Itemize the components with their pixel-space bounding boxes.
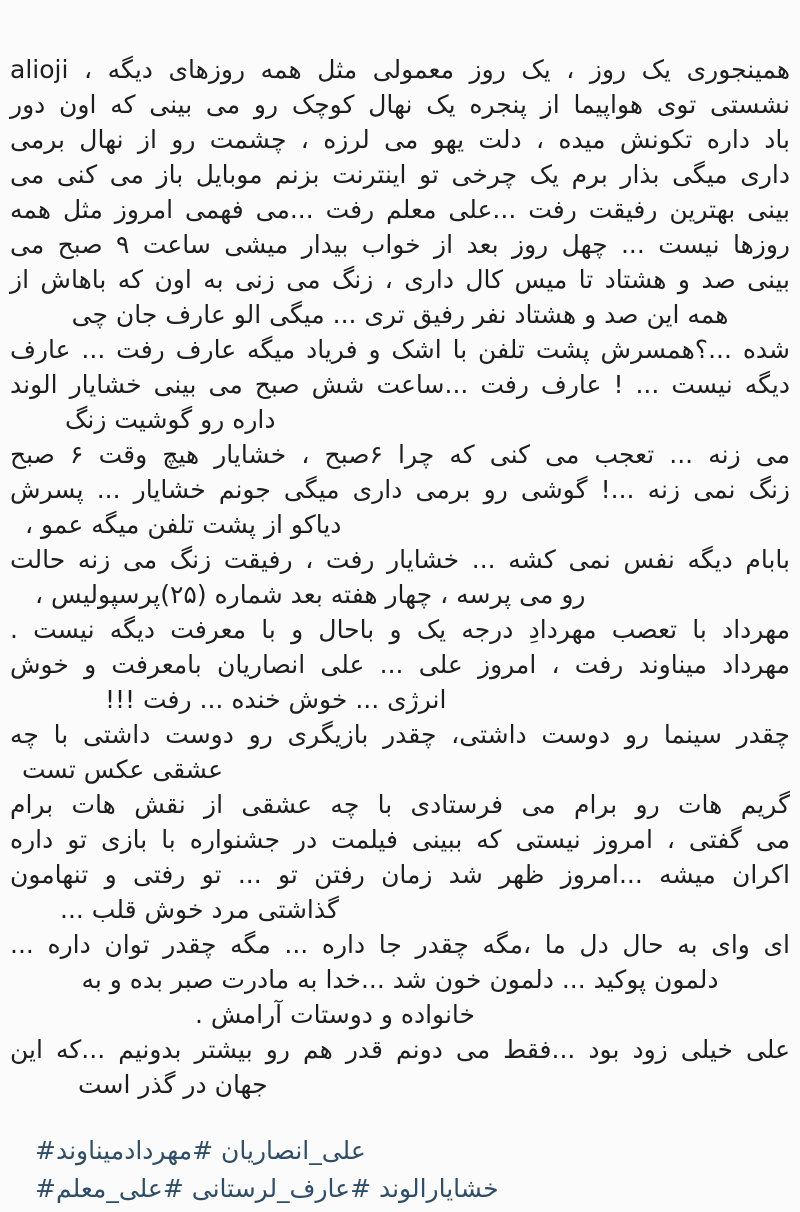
body-line: دلمون پوکید ... دلمون خون شد ...خدا به مادرت صبر بده و به bbox=[81, 965, 719, 994]
body-line: جهان در گذر است bbox=[78, 1070, 268, 1099]
body-line: بینی صد و هشتاد تا میس کال داری ، زنگ می زنی به اون که باهاش از bbox=[10, 265, 790, 294]
body-line: علی خیلی زود بود ...فقط می دونم قدر هم رو بیشتر بدونیم ...که این bbox=[10, 1035, 790, 1064]
body-line: همه این صد و هشتاد نفر رفیق تری ... میگی الو عارف جان چی bbox=[71, 300, 729, 329]
body-line: ای وای به حال دل ما ،مگه چقدر جا داره ... مگه چقدر توان داره ... bbox=[10, 930, 790, 959]
hashtag-line[interactable]: #خشایارالوند #عارف_لرستانی #علی_معلم bbox=[35, 1174, 499, 1203]
body-line: انرژی ... خوش خنده ... رفت !!! bbox=[105, 685, 447, 714]
hashtag-block bbox=[10, 1132, 790, 1208]
body-line: همینجوری یک روز ، یک روز معمولی مثل همه روزهای دیگه ، alioji bbox=[10, 55, 790, 84]
body-line: مهرداد میناوند رفت ، امروز علی ... علی انصاریان بامعرفت و خوش bbox=[10, 650, 790, 679]
body-line: می زنه ... تعجب می کنی که چرا ۶صبح ، خشایار هیچ وقت ۶ صبح bbox=[10, 440, 791, 469]
body-line: گذاشتی مرد خوش قلب ... bbox=[60, 895, 339, 924]
body-line: رو می پرسه ، چهار هفته بعد شماره (۲۵)پرسپولیس ، bbox=[35, 580, 586, 609]
body-line: می گفتی ، امروز نیستی که ببینی فیلمت در جشنواره با بازی تو داره bbox=[10, 825, 790, 854]
body-line: گریم هات رو برام می فرستادی با چه عشقی از نقش هات برام bbox=[10, 790, 790, 819]
body-line: بابام دیگه نفس نمی کشه ... خشایار رفت ، رفیقت زنگ می زنه حالت bbox=[10, 545, 790, 574]
body-line: نشستی توی هواپیما از پنجره یک نهال کوچک رو می بینی که اون دور bbox=[10, 90, 790, 119]
body-line: خانواده و دوستات آرامش . bbox=[195, 1000, 476, 1029]
body-line: مهرداد با تعصب مهردادِ درجه یک و باحال و با معرفت دیگه نیست . bbox=[10, 615, 790, 644]
body-line: داری میگی بذار برم یک چرخی تو اینترنت بزنم موبایل باز می کنی می bbox=[10, 160, 790, 189]
body-line: عشقی عکس تست bbox=[22, 755, 224, 784]
body-line: دیگه نیست ... ! عارف رفت ...ساعت شش صبح می بینی خشایار الوند bbox=[10, 370, 790, 399]
body-line: باد داره تکونش میده ، دلت یهو می لرزه ، چشمت رو از نهال برمی bbox=[10, 125, 790, 154]
hashtag-line[interactable]: #علی_انصاریان #مهردادمیناوند bbox=[35, 1136, 366, 1165]
body-line: زنگ نمی زنه ...! گوشی رو برمی داری میگی جونم خشایار ... پسرش bbox=[10, 475, 790, 504]
body-line: روزها نیست ... چهل روز بعد از خواب بیدار میشی ساعت ۹ صبح می bbox=[10, 230, 790, 259]
body-line: داره رو گوشیت زنگ bbox=[65, 405, 276, 434]
body-line: بینی بهترین رفیقت رفت ...علی معلم رفت ...می فهمی امروز مثل همه bbox=[10, 195, 790, 224]
body-line: چقدر سینما رو دوست داشتی، چقدر بازیگری رو دوست داشتی با چه bbox=[10, 720, 790, 749]
body-line: دیاکو از پشت تلفن میگه عمو ، bbox=[25, 510, 342, 539]
body-line: شده ...؟همسرش پشت تلفن با اشک و فریاد میگه عارف رفت ... عارف bbox=[10, 335, 790, 364]
body-line: اکران میشه ...امروز ظهر شد زمان رفتن تو ... تو رفتی و تنهامون bbox=[10, 860, 790, 889]
